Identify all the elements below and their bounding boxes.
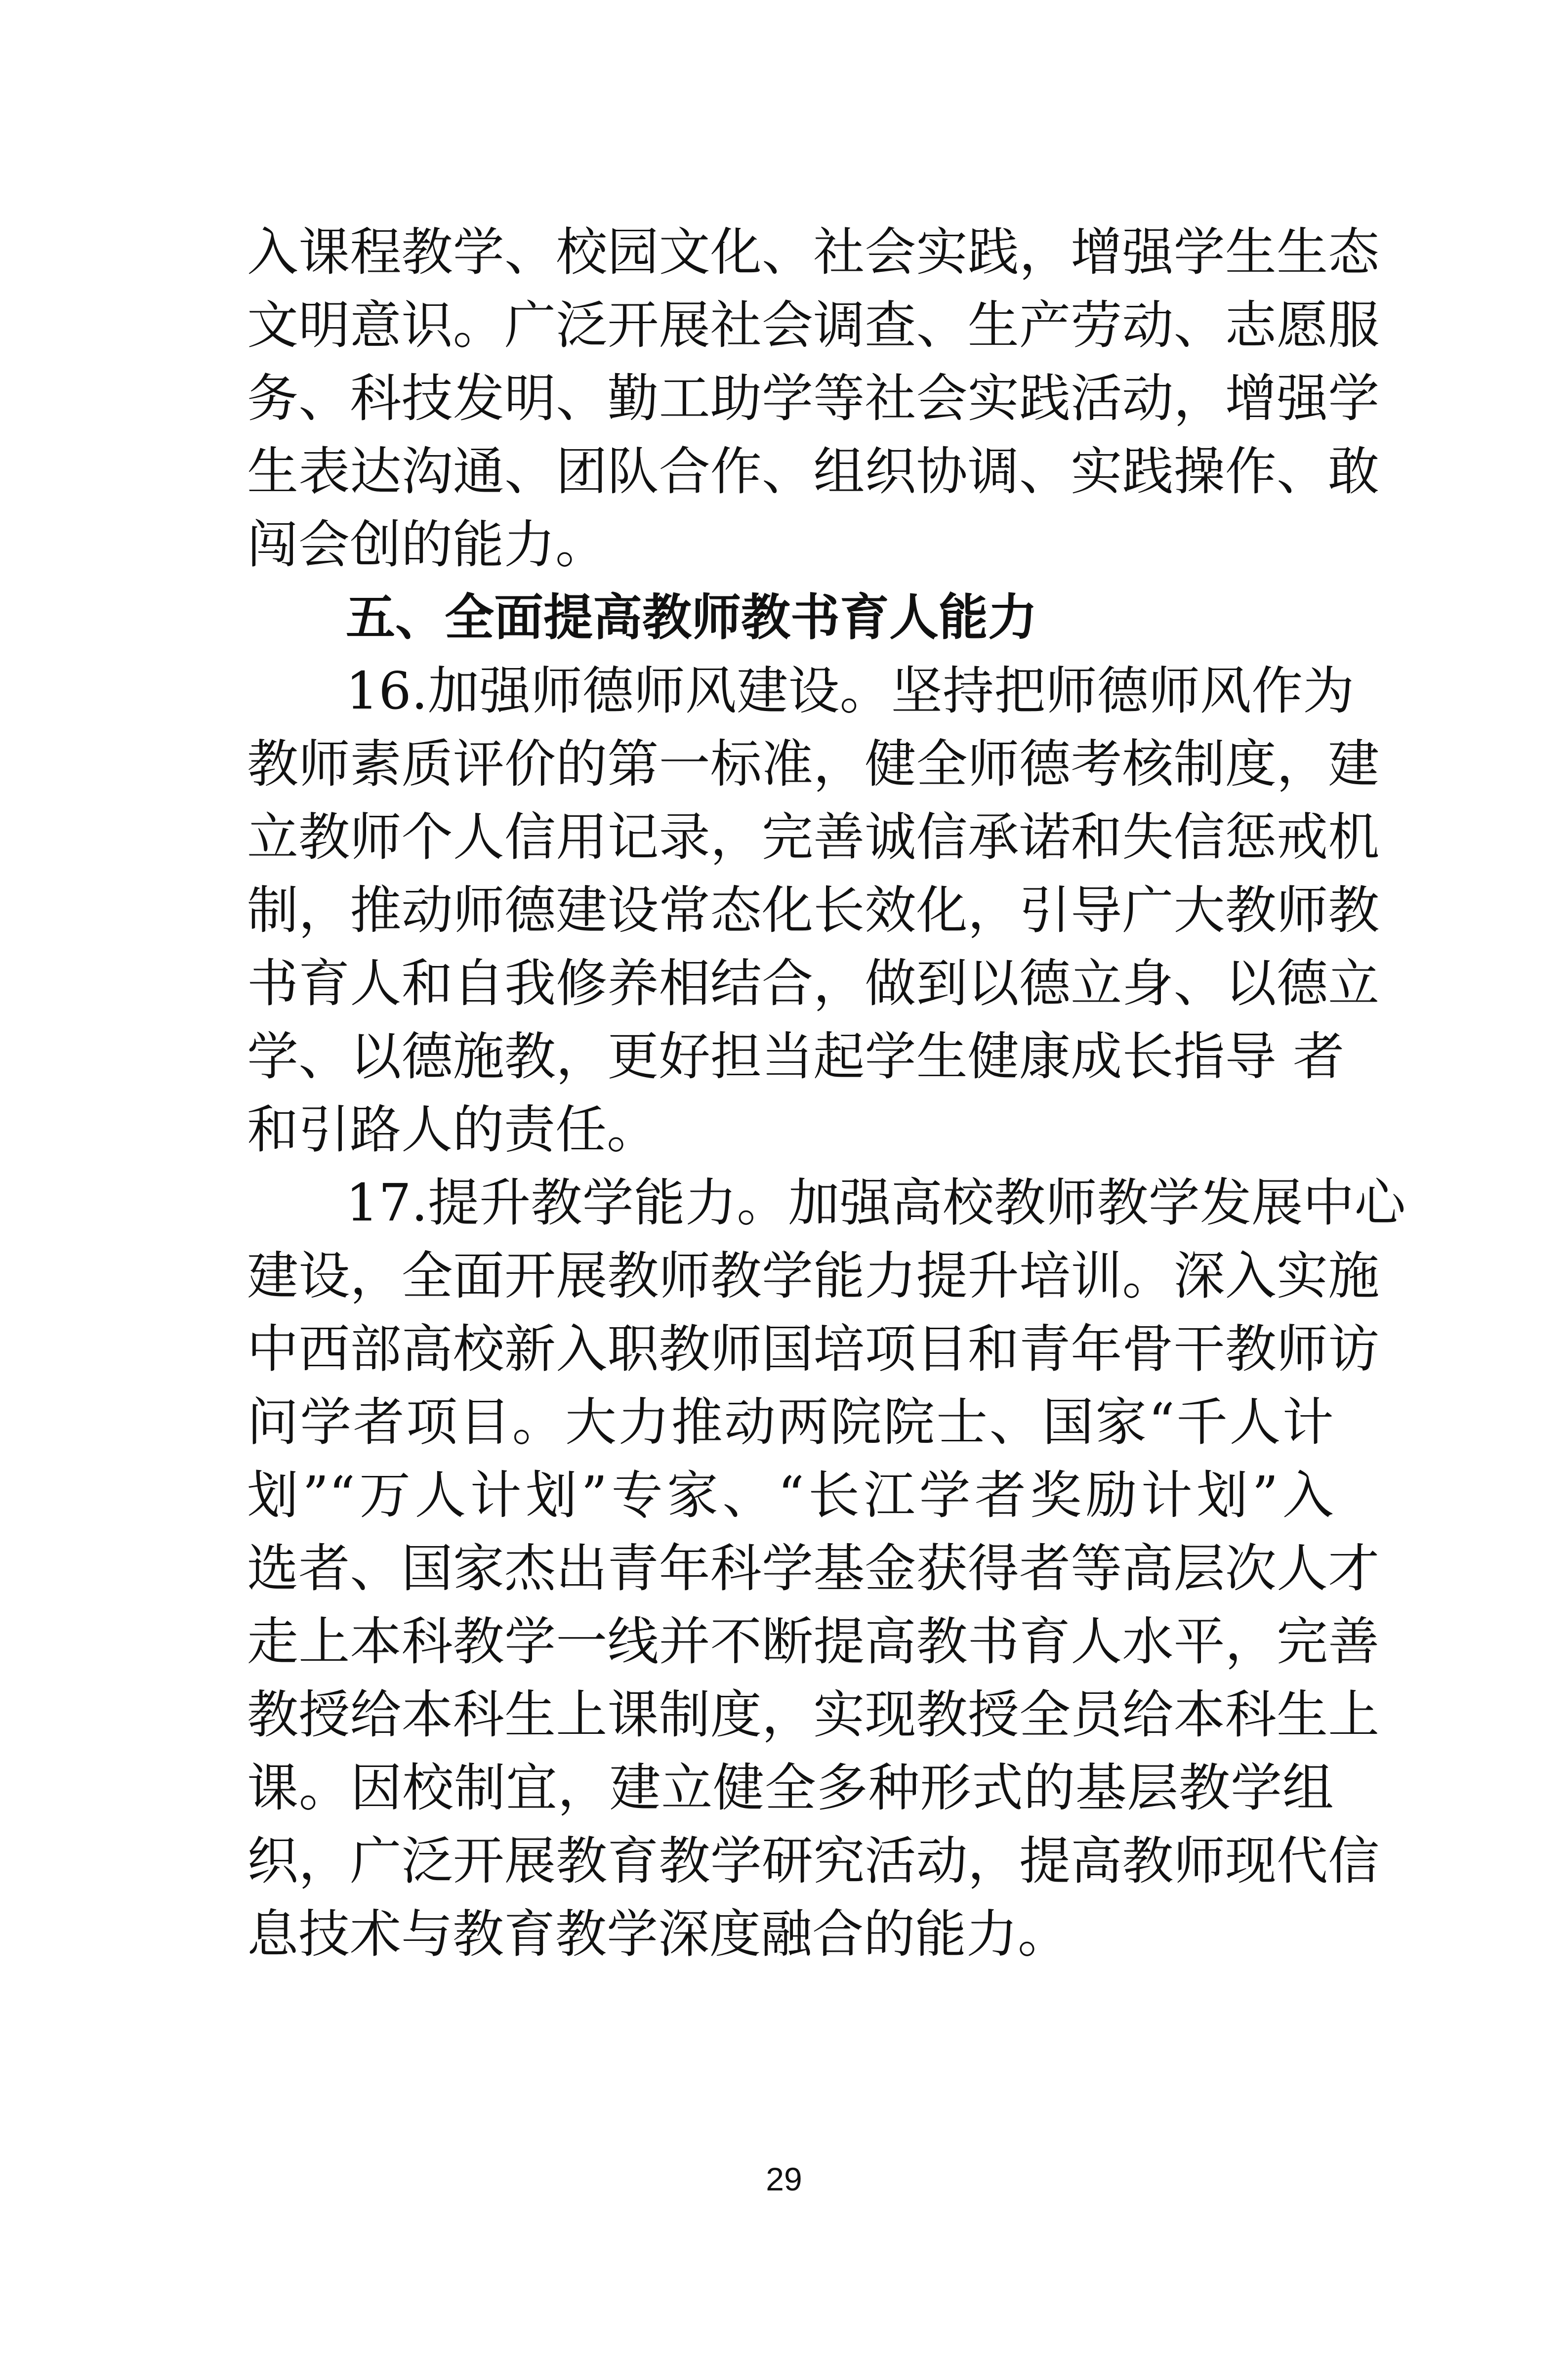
body-line: 务、科技发明、勤工助学等社会实践活动，增强学: [247, 368, 1380, 428]
body-line: 闯会创的能力。: [247, 514, 607, 575]
body-line: 建设，全面开展教师教学能力提升培训。深入实施: [247, 1246, 1380, 1306]
body-line: 和引路人的责任。: [247, 1099, 659, 1160]
body-line: 织，广泛开展教育教学研究活动，提高教师现代信: [247, 1831, 1380, 1891]
section-heading: 五、全面提高教师教书育人能力: [346, 588, 1037, 646]
body-line: 课。因校制宜，建立健全多种形式的基层教学组: [247, 1758, 1334, 1818]
body-line: 制，推动师德建设常态化长效化，引导广大教师教: [247, 880, 1380, 940]
body-line: 走上本科教学一线并不断提高教书育人水平，完善: [247, 1611, 1380, 1672]
paragraph-start-line: 17.提升教学能力。加强高校教师教学发展中心: [346, 1173, 1406, 1233]
body-line: 划”“万人计划”专家、“长江学者奖励计划”入: [247, 1465, 1334, 1525]
page-number: 29: [766, 2161, 802, 2197]
body-line: 学、以德施教，更好担当起学生健康成长指导 者: [247, 1026, 1345, 1087]
body-line: 中西部高校新入职教师国培项目和青年骨干教师访: [247, 1319, 1380, 1379]
body-line: 立教师个人信用记录，完善诚信承诺和失信惩戒机: [247, 807, 1380, 867]
body-line: 息技术与教育教学深度融合的能力。: [247, 1904, 1070, 1964]
body-line: 教师素质评价的第一标准，健全师德考核制度，建: [247, 734, 1380, 794]
body-line: 入课程教学、校园文化、社会实践，增强学生生态: [247, 222, 1380, 282]
body-line: 文明意识。广泛开展社会调查、生产劳动、志愿服: [247, 295, 1380, 355]
body-line: 选者、国家杰出青年科学基金获得者等高层次人才: [247, 1538, 1380, 1598]
paragraph-start-line: 16.加强师德师风建设。坚持把师德师风作为: [346, 661, 1355, 721]
body-line: 问学者项目。大力推动两院院士、国家“千人计: [247, 1392, 1334, 1452]
body-line: 教授给本科生上课制度，实现教授全员给本科生上: [247, 1684, 1380, 1745]
body-line: 书育人和自我修养相结合，做到以德立身、以德立: [247, 953, 1380, 1013]
body-line: 生表达沟通、团队合作、组织协调、实践操作、敢: [247, 441, 1380, 502]
